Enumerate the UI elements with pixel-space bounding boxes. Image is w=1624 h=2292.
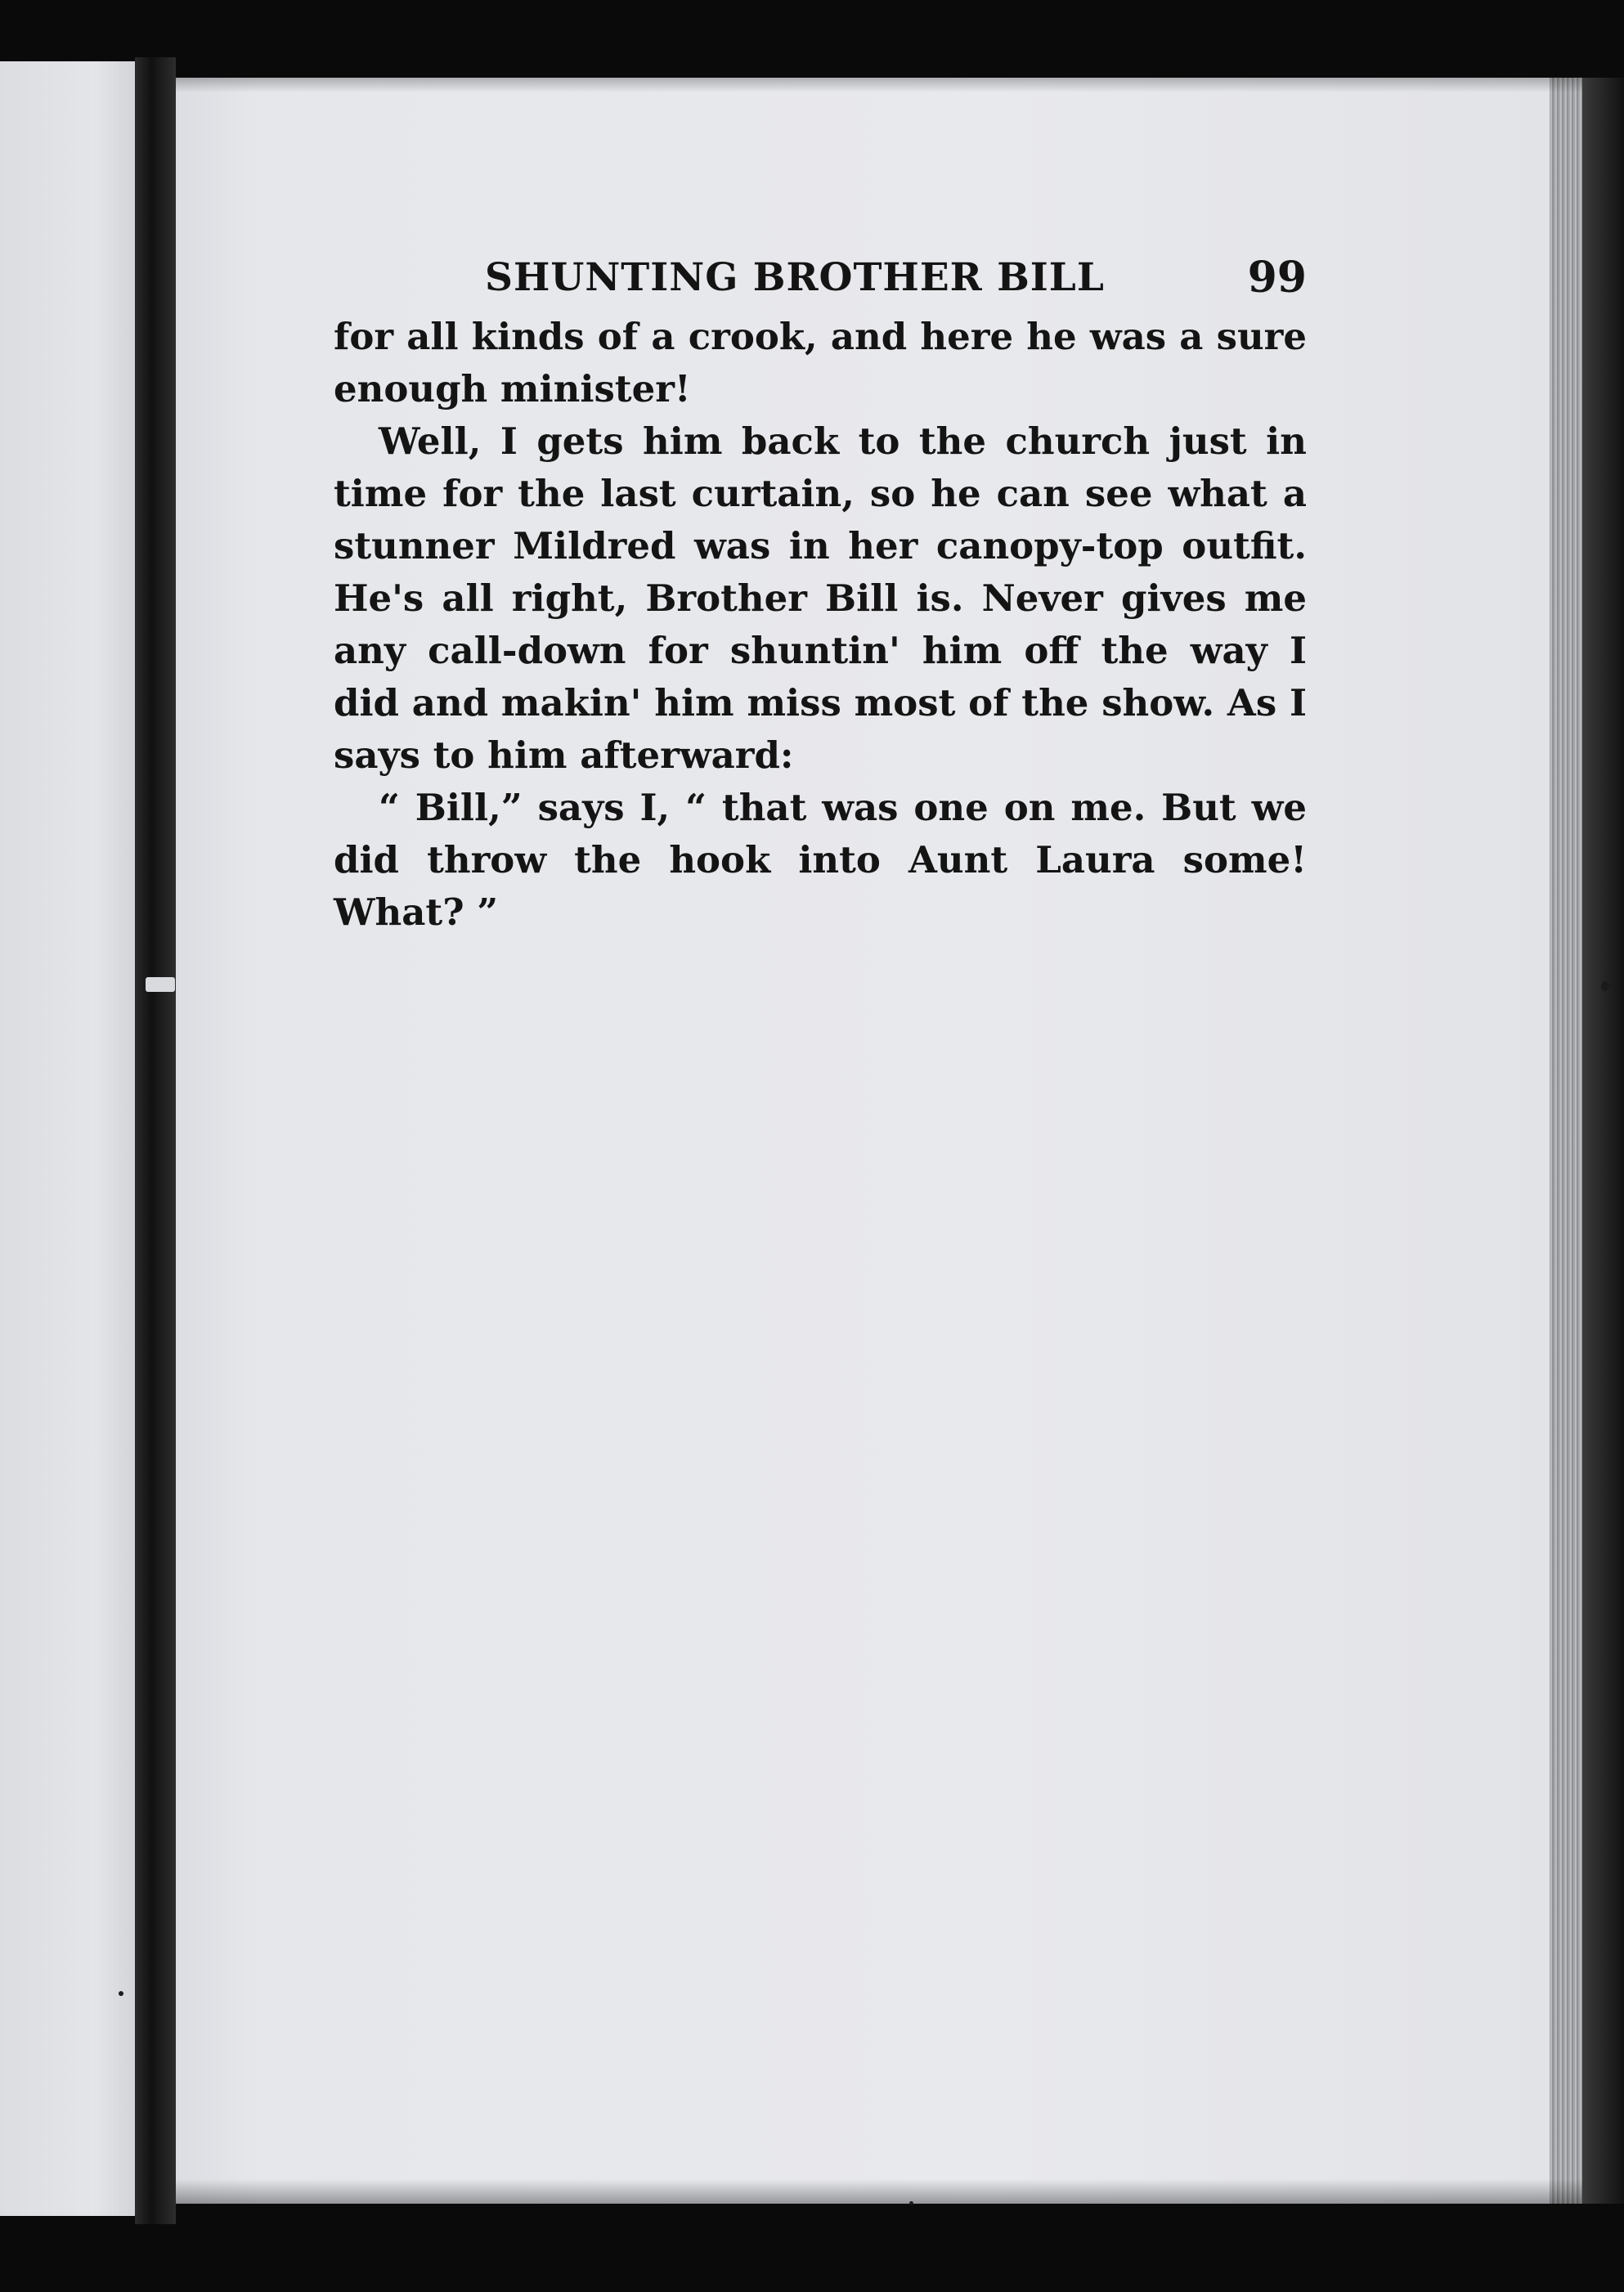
page-number: 99 [1247, 253, 1307, 303]
paragraph: Well, I gets him back to the church just in time for the last curtain, so he can see what a stunner Mildred was in her canopy-top outfit. He's all right, Brother Bill is. Never gives me any call-down for shuntin' him off the way I did and makin' him miss most of the show. As I says to him afterward: [334, 419, 1307, 777]
bottom-shadow [176, 2179, 1582, 2204]
gutter-mark [146, 977, 175, 992]
ink-speck [119, 1991, 123, 1996]
cover-edge [1582, 78, 1624, 2204]
running-head-title: SHUNTING BROTHER BILL [485, 255, 1105, 300]
facing-page-edge [0, 61, 135, 2216]
page-text-block [334, 245, 1307, 939]
body-text [334, 311, 1307, 939]
running-head [334, 245, 1307, 311]
page-stack-edge [1550, 78, 1582, 2204]
paragraph: “ Bill,” says I, “ that was one on me. But we did throw the hook into Aunt Laura some! What? ” [334, 786, 1307, 934]
paragraph-continued: for all kinds of a crook, and here he was a sure enough minister! [334, 315, 1307, 410]
book-gutter [135, 57, 176, 2224]
top-shadow [176, 78, 1582, 92]
ink-speck [909, 2201, 913, 2205]
ink-speck [1601, 981, 1609, 991]
